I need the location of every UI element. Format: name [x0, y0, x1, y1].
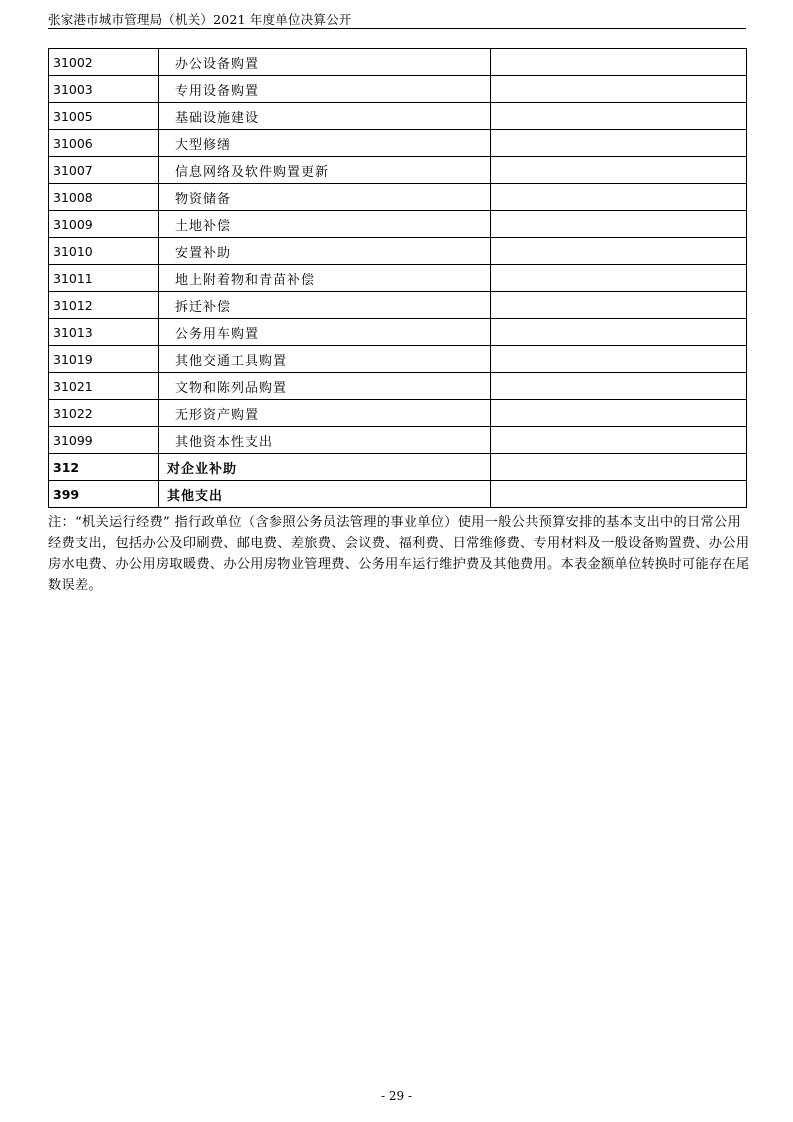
row-value [491, 319, 747, 346]
row-value [491, 400, 747, 427]
table-row [49, 157, 747, 184]
row-code: 31012 [49, 292, 159, 319]
table-row [49, 265, 747, 292]
row-name: 无形资产购置 [159, 400, 491, 427]
row-name: 其他交通工具购置 [159, 346, 491, 373]
row-name: 土地补偿 [159, 211, 491, 238]
row-name: 其他资本性支出 [159, 427, 491, 454]
table-row [49, 238, 747, 265]
header-divider [48, 28, 746, 29]
table-row [49, 346, 747, 373]
row-name: 信息网络及软件购置更新 [159, 157, 491, 184]
row-code: 31007 [49, 157, 159, 184]
row-name: 专用设备购置 [159, 76, 491, 103]
expenditure-table [48, 48, 747, 508]
row-value [491, 184, 747, 211]
table-row [49, 481, 747, 508]
row-code: 31022 [49, 400, 159, 427]
row-value [491, 292, 747, 319]
row-code: 31006 [49, 130, 159, 157]
row-name: 大型修缮 [159, 130, 491, 157]
document-header: 张家港市城市管理局（机关）2021 年度单位决算公开 [48, 12, 352, 27]
row-code: 399 [49, 481, 159, 508]
row-code: 31002 [49, 49, 159, 76]
row-name: 文物和陈列品购置 [159, 373, 491, 400]
table-row [49, 319, 747, 346]
row-value [491, 427, 747, 454]
row-value [491, 373, 747, 400]
row-name: 办公设备购置 [159, 49, 491, 76]
row-value [491, 76, 747, 103]
table-row [49, 427, 747, 454]
row-name: 对企业补助 [159, 454, 491, 481]
row-value [491, 130, 747, 157]
row-value [491, 481, 747, 508]
table-row [49, 184, 747, 211]
row-value [491, 346, 747, 373]
table-body [49, 49, 747, 508]
row-code: 31005 [49, 103, 159, 130]
table-row [49, 130, 747, 157]
row-code: 31008 [49, 184, 159, 211]
row-code: 31013 [49, 319, 159, 346]
table-row [49, 400, 747, 427]
table-note: 注：“机关运行经费” 指行政单位（含参照公务员法管理的事业单位）使用一般公共预算安排的基本支出中的日常公用经费支出，包括办公及印刷费、邮电费、差旅费、会议费、福利费、日常维修费、专用材料及一般设备购置费、办公用房水电费、办公用房取暖费、办公用房物业管理费、公务用车运行维护费及其他费用。本表金额单位转换时可能存在尾数误差。 [48, 515, 750, 593]
row-value [491, 157, 747, 184]
table-row [49, 454, 747, 481]
row-code: 31019 [49, 346, 159, 373]
table-row [49, 211, 747, 238]
row-code: 31009 [49, 211, 159, 238]
row-value [491, 238, 747, 265]
row-code: 31099 [49, 427, 159, 454]
row-value [491, 454, 747, 481]
row-name: 其他支出 [159, 481, 491, 508]
table-row [49, 373, 747, 400]
row-value [491, 265, 747, 292]
row-value [491, 103, 747, 130]
row-code: 31011 [49, 265, 159, 292]
row-code: 31021 [49, 373, 159, 400]
row-code: 31010 [49, 238, 159, 265]
row-name: 拆迁补偿 [159, 292, 491, 319]
row-name: 物资储备 [159, 184, 491, 211]
table-row [49, 292, 747, 319]
row-code: 312 [49, 454, 159, 481]
row-name: 安置补助 [159, 238, 491, 265]
table-row [49, 76, 747, 103]
row-value [491, 211, 747, 238]
page-number: - 29 - [380, 1089, 412, 1103]
row-value [491, 49, 747, 76]
row-name: 基础设施建设 [159, 103, 491, 130]
row-name: 公务用车购置 [159, 319, 491, 346]
table-row [49, 49, 747, 76]
table-row [49, 103, 747, 130]
row-code: 31003 [49, 76, 159, 103]
row-name: 地上附着物和青苗补偿 [159, 265, 491, 292]
